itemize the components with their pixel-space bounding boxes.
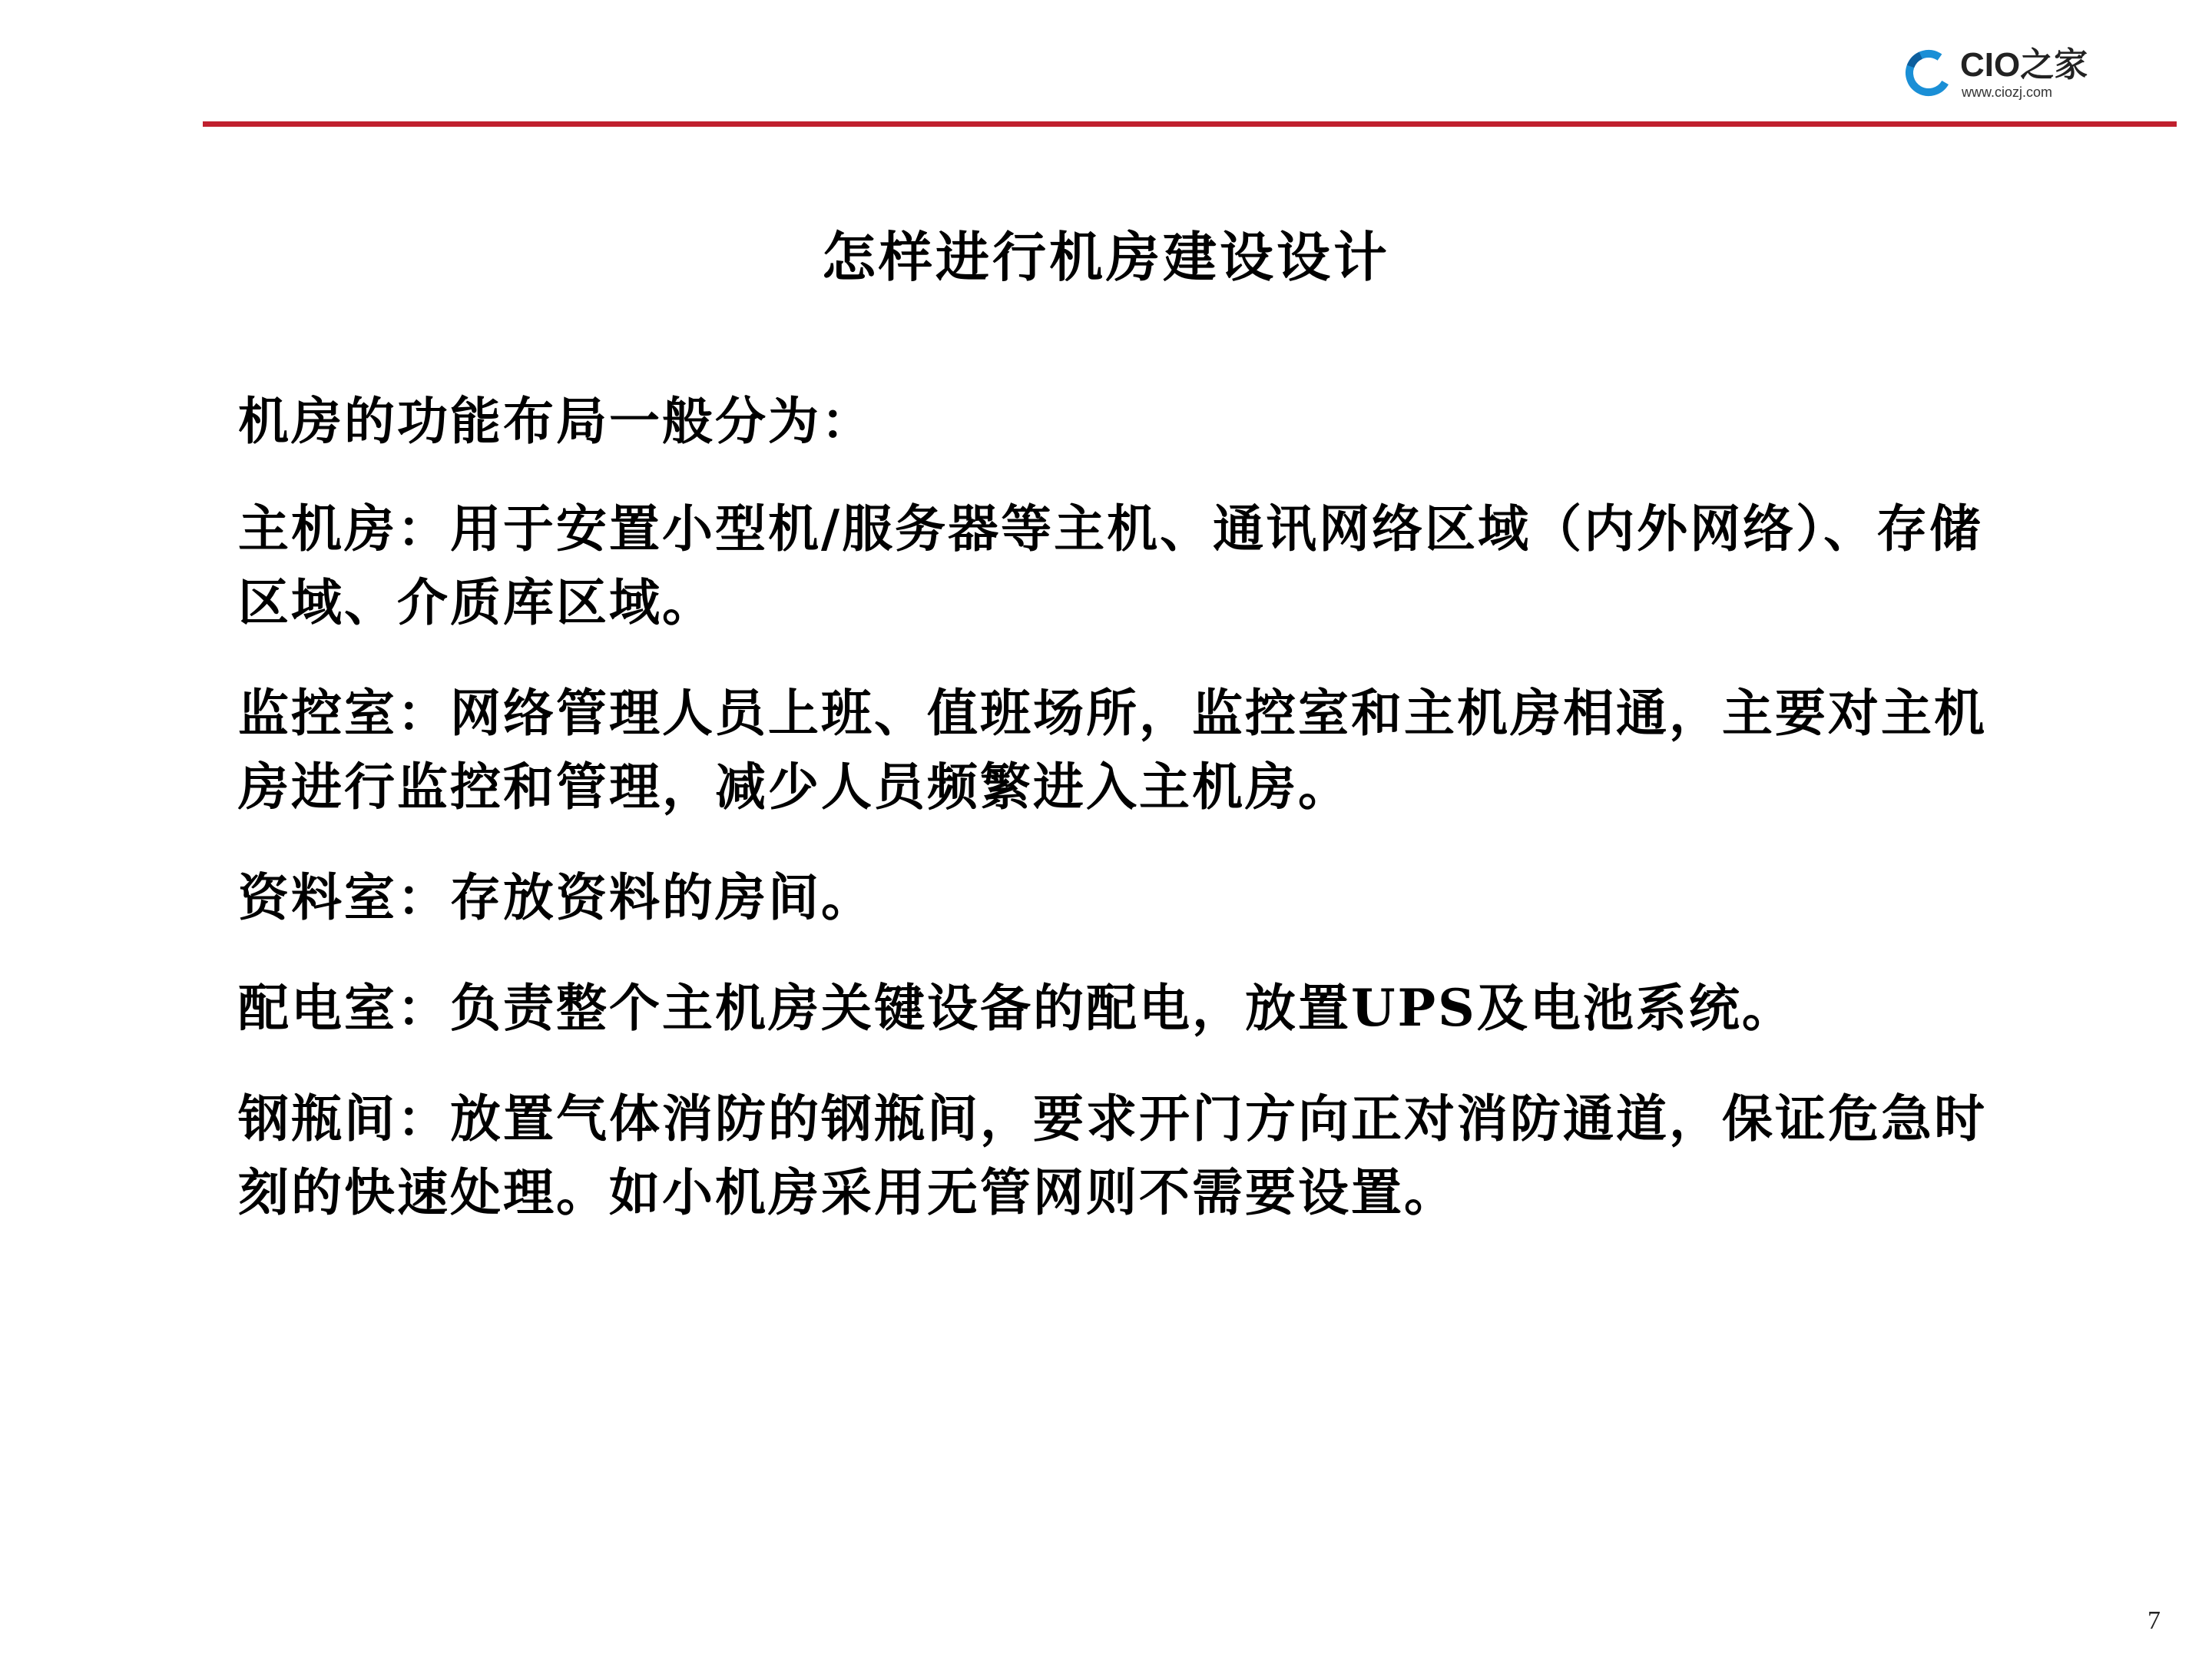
logo-name: CIO之家 <box>1960 46 2088 84</box>
page-number: 7 <box>2147 1606 2161 1635</box>
section-monitor-room: 监控室：网络管理人员上班、值班场所，监控室和主机房相通，主要对主机房进行监控和管理，减少人员频繁进入主机房。 <box>238 683 1987 817</box>
header-rule <box>203 121 2177 127</box>
section-power-room: 配电室：负责整个主机房关键设备的配电，放置UPS及电池系统。 <box>238 978 1795 1038</box>
ciozj-ring-logo-icon <box>1903 48 1954 98</box>
section-gas-cylinder-room: 钢瓶间：放置气体消防的钢瓶间，要求开门方向正对消防通道，保证危急时刻的快速处理。如小机房采用无管网则不需要设置。 <box>238 1089 1987 1222</box>
slide-body <box>238 384 1989 1266</box>
intro-text: 机房的功能布局一般分为： <box>238 391 874 451</box>
logo-url: www.ciozj.com <box>1962 85 2053 100</box>
logo <box>1903 43 2095 104</box>
section-archive-room: 资料室：存放资料的房间。 <box>238 867 874 927</box>
section-main-room: 主机房：用于安置小型机/服务器等主机、通讯网络区域（内外网络）、存储区域、介质库区域。 <box>238 499 1983 632</box>
slide-title: 怎样进行机房建设设计 <box>822 225 1390 289</box>
